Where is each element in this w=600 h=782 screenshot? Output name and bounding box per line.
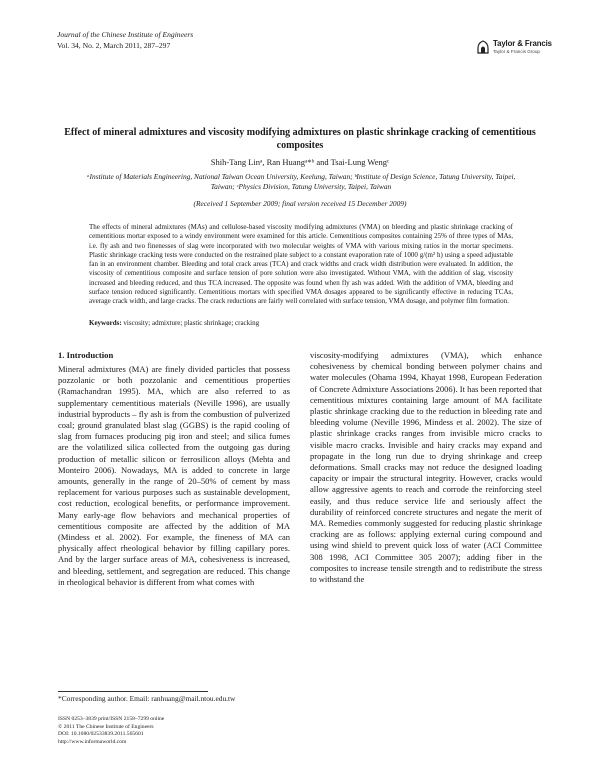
- corresponding-author: *Corresponding author. Email: ranhuang@mail.ntou.edu.tw: [58, 694, 236, 703]
- body-left-column: Mineral admixtures (MA) are finely divided particles that possess pozzolanic or both pozzolanic and cementitious properties (Ramachandran 1995). MA, which are also referred to as supplementary cementitious materials (Neville 1996), are usually industrial byproducts – fly ash is from the combustion of pulverized coal; ground granulated blast slag (GGBS) is the rapid cooling of slag from furnaces producing pig iron and steel; and silica fumes are the volatilized silica collected from the outgoing gas during production of metallic silicon or ferrosilicon alloys (Mehta and Monteiro 2006). Nowadays, MA is added to concrete in large amounts, generally in the range of 20–50% of cement by mass replacement for various purposes such as sustainable development, cost reduction, ecological benefits, or performance improvement. Many early-age flow behaviors and mechanical properties of cementitious composite are affected by the addition of MA (Mindess et al. 2002). For example, the fineness of MA can physically affect rheological behavior by filling capillary pores. And by the larger surface areas of MA, cohesiveness is increased, and bleeding, settlement, and segregation are reduced. This change in rheological behavior is different from what comes with: [58, 364, 290, 587]
- section-heading: 1. Introduction: [58, 350, 114, 360]
- article-title: Effect of mineral admixtures and viscosity modifying admixtures on plastic shrinkage cracking of cementitious composites: [64, 127, 536, 151]
- doi-line: DOI: 10.1080/02533839.2011.565601: [58, 731, 144, 738]
- journal-name: Journal of the Chinese Institute of Engineers: [57, 30, 194, 39]
- keywords: [89, 319, 513, 328]
- journal-issue: Vol. 34, No. 2, March 2011, 287–297: [57, 41, 171, 50]
- publication-footer: [58, 716, 164, 746]
- article-affiliations: ᵃInstitute of Materials Engineering, National Taiwan Ocean University, Keelung, Taiwan; ᵇInstitute of Design Science, Tatung University, Taipei, Taiwan; ᶜPhysics Division, Tatung University, Taipei, Taiwan: [86, 172, 516, 191]
- copyright-line: © 2011 The Chinese Institute of Engineers: [58, 723, 154, 730]
- article-authors: Shih-Tang Linᵃ, Ran Huangᵃ*ᵇ and Tsai-Lung Wengᶜ: [210, 157, 390, 167]
- publisher-logo-icon: [476, 39, 490, 55]
- issn-line: ISSN 0253–3839 print/ISSN 2158–7299 online: [58, 716, 165, 722]
- publisher-url[interactable]: http://www.informaworld.com: [58, 738, 127, 745]
- abstract: The effects of mineral admixtures (MAs) and cellulose-based viscosity modifying admixtures (VMA) on bleeding and plastic shrinkage cracking of cementitious mortar exposed to a windy environment were examined for this article. Cementitious composites containing 25% of three types of MAs, i.e. fly ash and two finenesses of slag were incorporated with two molecular weights of VMA with various mixing ratios in the mortar specimens. Plastic shrinkage cracking tests were conducted on the restrained plate subject to a constant evaporation rate of 1000 g/(m² h) using a speed adjustable fan in an environment chamber. Bleeding and total crack areas (TCA) and crack widths and crack width distribution were evaluated. In addition, the viscosity of cementitious composite and surface tension of pore solution were also investigated. Without VMA, with the addition of slag, viscosity increased and bleeding reduced, and thus TCA increased. The opposite was found when fly ash was added. With the addition of VMA, bleeding and surface tension reduced significantly. Cementitious mortars with specified VMA dosages appeared to be significantly effective in reducing TCAs, average crack width, and large cracks. The crack reductions are fairly well correlated with surface tension, VMA dosage, and polymer film formation.: [89, 223, 513, 305]
- keywords-list: viscosity; admixture; plastic shrinkage; cracking: [123, 319, 260, 327]
- publisher-name: Taylor & Francis: [493, 39, 552, 48]
- publisher-group: Taylor & Francis Group: [493, 49, 540, 54]
- body-right-column: viscosity-modifying admixtures (VMA), which enhance cohesiveness by chemical bonding between polymer chains and water molecules (Ohama 1994, Khayat 1998, European Federation of Concrete Admixture Associations 2006). It has been reported that cementitious mixtures containing large amount of MA facilitate plastic shrinkage cracking due to the reduction in bleeding rate and bleeding volume (Neville 1996, Mindess et al. 2002). The size of plastic shrinkage cracks ranges from invisible micro cracks to visible macro cracks. Invisible and hairy cracks may expand and propagate in the long run due to drying shrinkage and creep deformations. Small cracks may not reduce the designed loading capacity or impair the structural integrity. However, cracks would allow aggressive agents to reach and corrode the reinforcing steel easily, and thus reduce service life and seriously affect the durability of reinforced concrete structures and negate the merit of MA. Remedies commonly suggested for reducing plastic shrinkage cracking are as follows: applying external curing compound and using wind shield to prevent quick loss of water (ACI Committee 308 1998, ACI Committee 305 2007); adding fiber in the composites to increase tensile strength and to redistribute the stress to withstand the: [310, 350, 542, 585]
- article-received: (Received 1 September 2009; final version received 15 December 2009): [193, 199, 407, 208]
- publisher-logo: [476, 37, 566, 59]
- footnote-divider: [58, 691, 208, 692]
- keywords-label: Keywords:: [89, 319, 122, 327]
